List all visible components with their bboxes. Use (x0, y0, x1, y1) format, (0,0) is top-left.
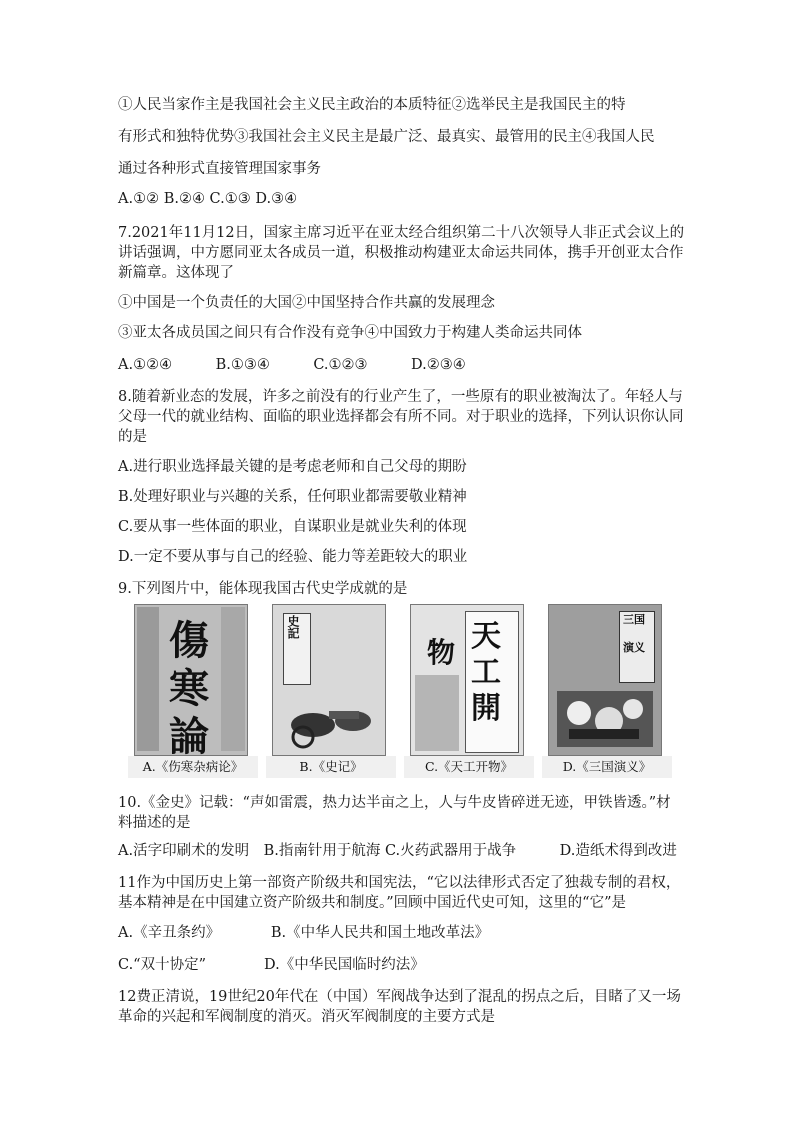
book-cover-image (548, 604, 662, 756)
cover-char: 物 (427, 636, 456, 669)
option-statements-line-3: 通过各种形式直接管理国家事务 (118, 161, 321, 177)
option-statements-line-1: ①人民当家作主是我国社会主义民主政治的本质特征②选举民主是我国民主的特 (118, 97, 626, 113)
q8-stem-line-2: 父母一代的就业结构、面临的职业选择都会有所不同。对于职业的选择，下列认识你认同 (118, 409, 684, 425)
q6-answer-choices: A.①② B.②④ C.①③ D.③④ (118, 191, 298, 207)
book-cover-image (410, 604, 524, 756)
cover-char: 三国 (623, 613, 645, 626)
q11-stem-line-1: 11作为中国历史上第一部资产阶级共和国宪法，“它以法律形式否定了独裁专制的君权， (118, 875, 681, 891)
q8-option-b: B.处理好职业与兴趣的关系，任何职业都需要敬业精神 (118, 489, 467, 505)
q8-stem-line-1: 8.随着新业态的发展，许多之前没有的行业产生了，一些原有的职业被淘汰了。年轻人与 (118, 389, 683, 405)
cover-char: 史記 (286, 615, 300, 639)
book-cover-image (272, 604, 386, 756)
picture-caption: D.《三国演义》 (542, 756, 672, 778)
q11-stem-line-2: 基本精神是在中国建立资产阶级共和制度。”回顾中国近代史可知，这里的“它”是 (118, 895, 626, 911)
cover-char: 開 (471, 691, 501, 726)
cover-char: 工 (471, 655, 501, 690)
picture-option-b (266, 604, 396, 780)
q10-stem-line-1: 10.《金史》记载：“声如雷震，热力达半亩之上，人与牛皮皆碎迸无迹，甲铁皆透。”材 (118, 795, 671, 811)
oxcart-illustration (273, 689, 383, 749)
q9-stem: 9.下列图片中，能体现我国古代史学成就的是 (118, 581, 408, 597)
battle-illustration (549, 681, 659, 751)
q10-answer-choices: A.活字印刷术的发明 B.指南针用于航海 C.火药武器用于战争 D.造纸术得到改进 (118, 843, 677, 859)
q7-stem-line-2: 讲话强调，中方愿同亚太各成员一道，积极推动构建亚太命运共同体，携手开创亚太合作 (118, 245, 684, 261)
cover-char: 天 (471, 619, 501, 654)
q7-answer-choices: A.①②④ B.①③④ C.①②③ D.②③④ (118, 357, 466, 373)
q11-options-a-b: A.《辛丑条约》 B.《中华人民共和国土地改革法》 (118, 925, 490, 941)
picture-option-a (128, 604, 258, 780)
picture-caption: A.《伤寒杂病论》 (128, 756, 258, 778)
cover-char: 論 (169, 713, 209, 756)
q11-options-c-d: C.“双十协定” D.《中华民国临时约法》 (118, 957, 425, 973)
q7-statements-line-1: ①中国是一个负责任的大国②中国坚持合作共赢的发展理念 (118, 295, 495, 311)
cover-char: 演义 (623, 641, 645, 654)
q8-stem-line-3: 的是 (118, 429, 147, 445)
q12-stem-line-1: 12费正清说，19世纪20年代在（中国）军阀战争达到了混乱的拐点之后，目睹了又一场 (118, 989, 681, 1005)
picture-caption: C.《天工开物》 (404, 756, 534, 778)
q8-option-d: D.一定不要从事与自己的经验、能力等差距较大的职业 (118, 549, 468, 565)
q10-stem-line-2: 料描述的是 (118, 815, 191, 831)
q12-stem-line-2: 革命的兴起和军阀制度的消灭。消灭军阀制度的主要方式是 (118, 1009, 495, 1025)
q7-statements-line-2: ③亚太各成员国之间只有合作没有竞争④中国致力于构建人类命运共同体 (118, 325, 582, 341)
q8-option-a: A.进行职业选择最关键的是考虑老师和自己父母的期盼 (118, 459, 467, 475)
option-statements-line-2: 有形式和独特优势③我国社会主义民主是最广泛、最真实、最管用的民主④我国人民 (118, 129, 655, 145)
picture-option-d (542, 604, 672, 780)
book-cover-image (134, 604, 248, 756)
cover-char: 傷 (169, 617, 209, 664)
picture-option-c (404, 604, 534, 780)
picture-caption: B.《史记》 (266, 756, 396, 778)
cover-char: 寒 (169, 665, 209, 712)
q9-picture-row (128, 604, 668, 780)
q7-stem-line-1: 7.2021年11月12日，国家主席习近平在亚太经合组织第二十八次领导人非正式会议上的 (118, 225, 685, 241)
q7-stem-line-3: 新篇章。这体现了 (118, 265, 234, 281)
q8-option-c: C.要从事一些体面的职业，自谋职业是就业失利的体现 (118, 519, 467, 535)
